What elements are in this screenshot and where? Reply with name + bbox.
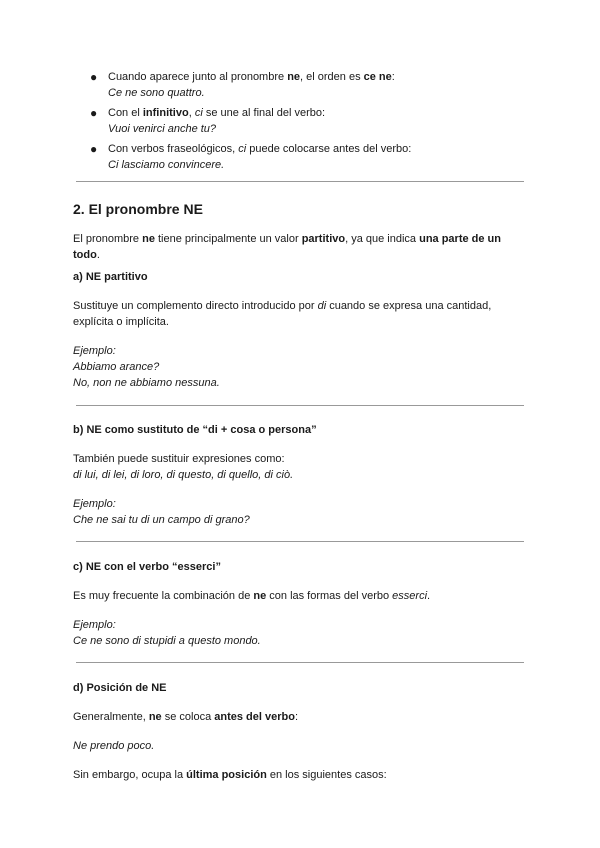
bold-text: partitivo	[301, 233, 346, 245]
text: Es muy frecuente la combinación de	[73, 590, 254, 602]
text: Cuando aparece junto al pronombre	[108, 71, 288, 83]
italic-text: di lui, di lei, di loro, di questo, di quello, di ciò.	[73, 469, 294, 481]
example-text: Abbiamo arance?	[73, 361, 160, 373]
bullet-icon: ●	[90, 142, 98, 156]
example-block	[73, 343, 525, 391]
text: Sin embargo, ocupa la	[73, 769, 187, 781]
text: El pronombre	[73, 233, 143, 245]
example-text: Ce ne sono di stupidi a questo mondo.	[73, 635, 261, 647]
italic-text: ci	[194, 107, 203, 119]
text: También puede sustituir expresiones como:	[73, 453, 285, 465]
subsection-heading: a) NE partitivo	[73, 271, 148, 283]
subsection-b	[73, 422, 525, 528]
section-intro	[73, 231, 525, 263]
bold-text: infinitivo	[142, 107, 189, 119]
text: Sustituye un complemento directo introducido por	[73, 300, 318, 312]
text: se coloca	[161, 711, 215, 723]
text: , ya que indica	[345, 233, 420, 245]
text: , el orden es	[300, 71, 364, 83]
example-text: Ne prendo poco.	[73, 740, 155, 752]
subsection-c	[73, 559, 525, 649]
text: tiene principalmente un valor	[154, 233, 302, 245]
text: ,	[188, 107, 195, 119]
text: en los siguientes casos:	[266, 769, 387, 781]
ci-rules-list	[88, 69, 548, 177]
subsection-text	[73, 588, 525, 604]
text: cuando se expresa una cantidad, explícita o implícita.	[73, 300, 492, 328]
example-block	[73, 496, 525, 528]
bold-text: última posición	[186, 769, 267, 781]
bold-text: antes del verbo	[214, 711, 295, 723]
section-2	[73, 200, 525, 263]
text: :	[391, 71, 395, 83]
list-item	[88, 141, 548, 173]
divider	[76, 181, 524, 182]
example-label: Ejemplo:	[73, 345, 116, 357]
bold-text: ce ne	[363, 71, 392, 83]
section-title: 2. El pronombre NE	[73, 201, 203, 217]
example-text: Ce ne sono quattro.	[108, 87, 205, 99]
example-text: Che ne sai tu di un campo di grano?	[73, 514, 250, 526]
text: .	[96, 249, 100, 261]
divider	[76, 662, 524, 663]
subsection-heading: c) NE con el verbo “esserci”	[73, 561, 221, 573]
subsection-d	[73, 680, 525, 783]
bold-text: una parte de un todo	[73, 233, 501, 261]
subsection-text	[73, 767, 525, 783]
bold-text: ne	[142, 233, 155, 245]
subsection-a	[73, 269, 525, 391]
example-block	[73, 617, 525, 649]
bold-text: ne	[253, 590, 267, 602]
subsection-text	[73, 709, 525, 725]
example-text: Vuoi venirci anche tu?	[108, 123, 217, 135]
italic-text: di	[317, 300, 327, 312]
text: Generalmente,	[73, 711, 149, 723]
example-label: Ejemplo:	[73, 619, 116, 631]
divider	[76, 405, 524, 406]
italic-text: esserci	[392, 590, 428, 602]
text: se une al final del verbo:	[202, 107, 326, 119]
bullet-icon: ●	[90, 106, 98, 120]
bold-text: ne	[287, 71, 301, 83]
text: .	[427, 590, 431, 602]
text: :	[294, 711, 299, 723]
list-item	[88, 105, 548, 137]
text: con las formas del verbo	[266, 590, 393, 602]
text: Con verbos fraseológicos,	[108, 143, 239, 155]
text: Con el	[108, 107, 143, 119]
example-label: Ejemplo:	[73, 498, 116, 510]
bullet-icon: ●	[90, 70, 98, 84]
subsection-heading: d) Posición de NE	[73, 682, 167, 694]
bold-text: ne	[148, 711, 162, 723]
subsection-text	[73, 298, 525, 330]
list-item	[88, 69, 548, 101]
subsection-heading: b) NE como sustituto de “di + cosa o persona”	[73, 424, 317, 436]
italic-text: ci	[238, 143, 247, 155]
example-text: No, non ne abbiamo nessuna.	[73, 377, 220, 389]
example-text: Ci lasciamo convincere.	[108, 159, 225, 171]
divider	[76, 541, 524, 542]
subsection-text	[73, 451, 525, 483]
text: puede colocarse antes del verbo:	[246, 143, 412, 155]
